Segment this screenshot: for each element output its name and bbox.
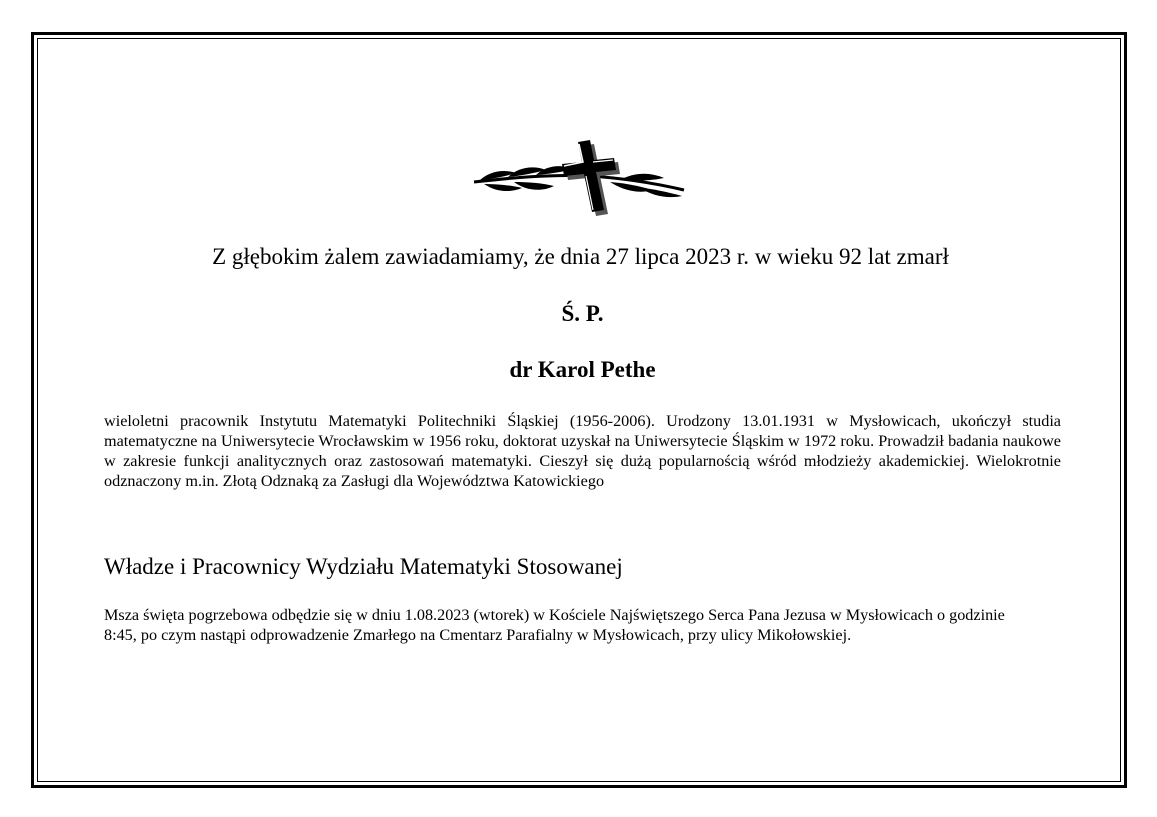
deceased-name: dr Karol Pethe	[509, 357, 656, 382]
honorific: Ś. P.	[561, 301, 604, 326]
mourners-signature: Władze i Pracownicy Wydziału Matematyki Stosowanej	[104, 554, 623, 579]
announcement-line: Z głębokim żalem zawiadamiamy, że dnia 27 lipca 2023 r. w wieku 92 lat zmarł	[212, 244, 949, 269]
biography-paragraph: wieloletni pracownik Instytutu Matematyki Politechniki Śląskiej (1956-2006). Urodzony 13.01.1931 w Mysłowicach, ukończył studia matematyczne na Uniwersytecie Wrocławskim w 1956 roku, doktorat uzyskał na Uniwersytecie Śląskim w 1972 roku. Prowadził badania naukowe w zakresie funkcji analitycznych oraz zastosowań matematyki. Cieszył się dużą popularnością wśród młodzieży akademickiej. Wielokrotnie odznaczony m.in. Złotą Odznaką za Zasługi dla Województwa Katowickiego	[104, 412, 1061, 490]
funeral-info-paragraph: Msza święta pogrzebowa odbędzie się w dniu 1.08.2023 (wtorek) w Kościele Najświętszego Serca Pana Jezusa w Mysłowicach o godzinie 8:45, po czym nastąpi odprowadzenie Zmarłego na Cmentarz Parafialny w Mysłowicach, przy ulicy Mikołowskiej.	[104, 606, 1005, 644]
cross-with-palm-branch-icon	[470, 138, 690, 220]
